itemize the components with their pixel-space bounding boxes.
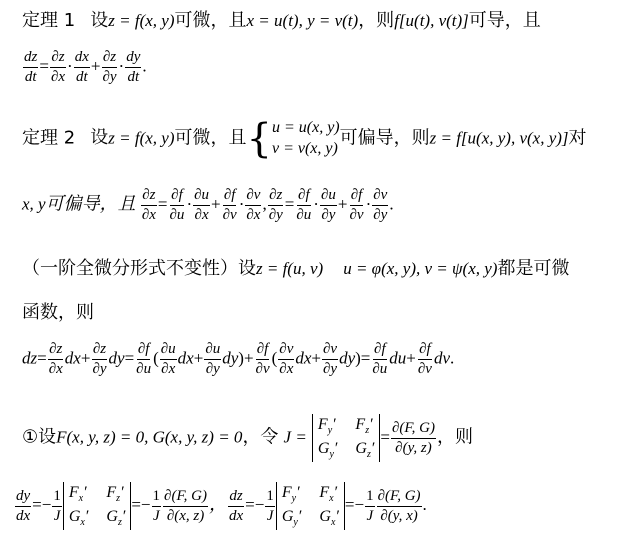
frac-num: ∂z — [102, 50, 117, 68]
theorem1-expr3: f[u(t), v(t)] — [394, 11, 469, 30]
total-differential-formula: dz= $\frac{\partial z}{\partial x}$ dx+ $\frac{\partial z}{\partial y}$ dy= $\frac{\partial f}{\partial u}$ ( $\frac{\partial u}{\partial x}$ dx+ $\frac{\partial u}{\partial y}$ dy)+ $\frac{\partial f}{\partial v}$ ( $\frac{\partial v}{\partial x}$ dx+ $\frac{\partial v}{\partial y}$ dy)= $\frac{\partial f}{\partial u}$ du+ $\frac{\partial f}{\partial v}$ dv. — [22, 341, 455, 377]
theorem2-intro: 设 — [90, 127, 109, 149]
theorem1-text2: ，则 — [358, 10, 395, 31]
jacobian-label: J = — [283, 427, 307, 447]
theorem2-text2: 可偏导，则 — [339, 127, 430, 149]
system-line-1: u = u(x, y) — [271, 119, 340, 136]
theorem1-text1: 可微，且 — [174, 10, 247, 31]
determinant-x-z: $F_x'$ $F_z'$ $G_x'$ $G_z'$ — [63, 482, 131, 530]
implicit-text1: ，令 — [242, 426, 279, 448]
theorem1-expr2: x = u(t), y = v(t) — [246, 11, 359, 30]
theorem2-expr2: z = f[u(x, y), v(x, y)] — [429, 128, 569, 148]
theorem2-formula: x, y可偏导，且 $\frac{\partial z}{\partial x}$ = $\frac{\partial f}{\partial u}$ · $\frac{\partial u}{\partial x}$ + $\frac{\partial f}{\partial v}$ · $\frac{\partial v}{\partial x}$ , $\frac{\partial z}{\partial y}$ = $\frac{\partial f}{\partial u}$ · $\frac{\partial u}{\partial y}$ + $\frac{\partial f}{\partial v}$ · $\frac{\partial v}{\partial y}$ . — [22, 187, 394, 223]
frac-den: ∂x — [50, 69, 66, 85]
frac-num: dz — [228, 489, 243, 507]
frac-num: dy — [125, 50, 141, 68]
implicit-derivatives-formula: $\frac{dy}{dx}$ =− $\frac{1}{J}$ $F_x'$ $F_z'$ $G_x'$ $G_z'$ =− $\frac{1}{J}$ $\frac{\partial(F, G)}{\partial(x, z)}$ ， $\frac{dz}{dx}$ =− $\frac{1}{J}$ $F_y'$ $F_x'$ $G_y'$ $G_x'$ =− $\frac{1}{J}$ $\frac{\partial(F, G)}{\partial(y, x)}$ . — [16, 484, 427, 529]
left-brace: { — [246, 115, 272, 162]
theorem2-title: 定理 2 — [22, 127, 76, 149]
frac-num: dx — [74, 50, 90, 68]
theorem1-expr1: z = f(x, y) — [108, 11, 175, 30]
frac-den: ∂(y, z) — [395, 439, 432, 456]
theorem1-title: 定理 1 — [22, 10, 76, 31]
implicit-intro: 设 — [38, 426, 57, 448]
invariance-expr1: z = f(u, v) — [256, 259, 324, 278]
jacobian-determinant: $F_y'$ $F_z'$ $G_y'$ $G_z'$ — [312, 414, 380, 462]
frac-den: dx — [16, 507, 31, 524]
invariance-intro: 设 — [238, 258, 256, 279]
frac-den: dt — [127, 69, 140, 85]
frac-den: ∂(y, x) — [380, 507, 418, 524]
implicit-statement: ①设F(x, y, z) = 0, G(x, y, z) = 0，令 J = $F_y'$ $F_z'$ $G_y'$ $G_z'$ = $\frac{\partial(F, G)}{\partial(y, z)}$ ，则 — [22, 416, 473, 461]
fraction — [23, 50, 38, 85]
theorem1-formula: $\frac{dz}{dt}$ = $\frac{\partial z}{\partial x}$ · $\frac{dx}{dt}$ + $\frac{\partial z}{\partial y}$ · $\frac{dy}{dt}$ . — [24, 49, 147, 85]
theorem2-text4: 可偏导，且 — [45, 193, 136, 215]
frac-den: ∂y — [102, 69, 117, 85]
item-marker: ① — [22, 426, 39, 448]
fraction — [101, 50, 117, 85]
theorem1-intro: 设 — [90, 10, 109, 31]
invariance-title: （一阶全微分形式不变性） — [22, 258, 238, 279]
equation-system — [272, 118, 340, 160]
theorem2-statement — [22, 115, 587, 162]
invariance-statement — [22, 254, 569, 280]
invariance-expr2: u = φ(x, y), v = ψ(x, y) — [343, 259, 498, 278]
system-line-2: v = v(x, y) — [271, 139, 338, 157]
theorem1-text3: 可导，且 — [468, 10, 541, 31]
implicit-expr1: F(x, y, z) = 0, G(x, y, z) = 0 — [56, 427, 243, 447]
fraction — [125, 50, 141, 85]
frac-den: dx — [229, 507, 244, 524]
theorem2-text1: 可微，且 — [174, 127, 247, 149]
frac-den: ∂(x, z) — [166, 507, 205, 524]
theorem2-vars: x, y — [22, 194, 46, 214]
theorem1-statement — [22, 6, 541, 32]
implicit-text2: ，则 — [436, 426, 473, 448]
invariance-continuation — [22, 298, 94, 324]
theorem2-text3: 对 — [568, 127, 587, 149]
frac-den: dt — [24, 69, 37, 85]
frac-num: dy — [15, 489, 31, 507]
theorem2-expr1: z = f(x, y) — [108, 128, 175, 148]
frac-num: ∂(F, G) — [391, 421, 436, 439]
invariance-text1: 都是可微 — [497, 258, 570, 279]
determinant-y-x: $F_y'$ $F_x'$ $G_y'$ $G_x'$ — [276, 482, 345, 530]
fraction — [74, 50, 90, 85]
frac-den: dt — [75, 69, 88, 85]
invariance-text2: 函数，则 — [22, 302, 94, 323]
fraction — [50, 50, 66, 85]
frac-num: ∂z — [50, 50, 65, 68]
frac-num: dz — [23, 50, 38, 68]
